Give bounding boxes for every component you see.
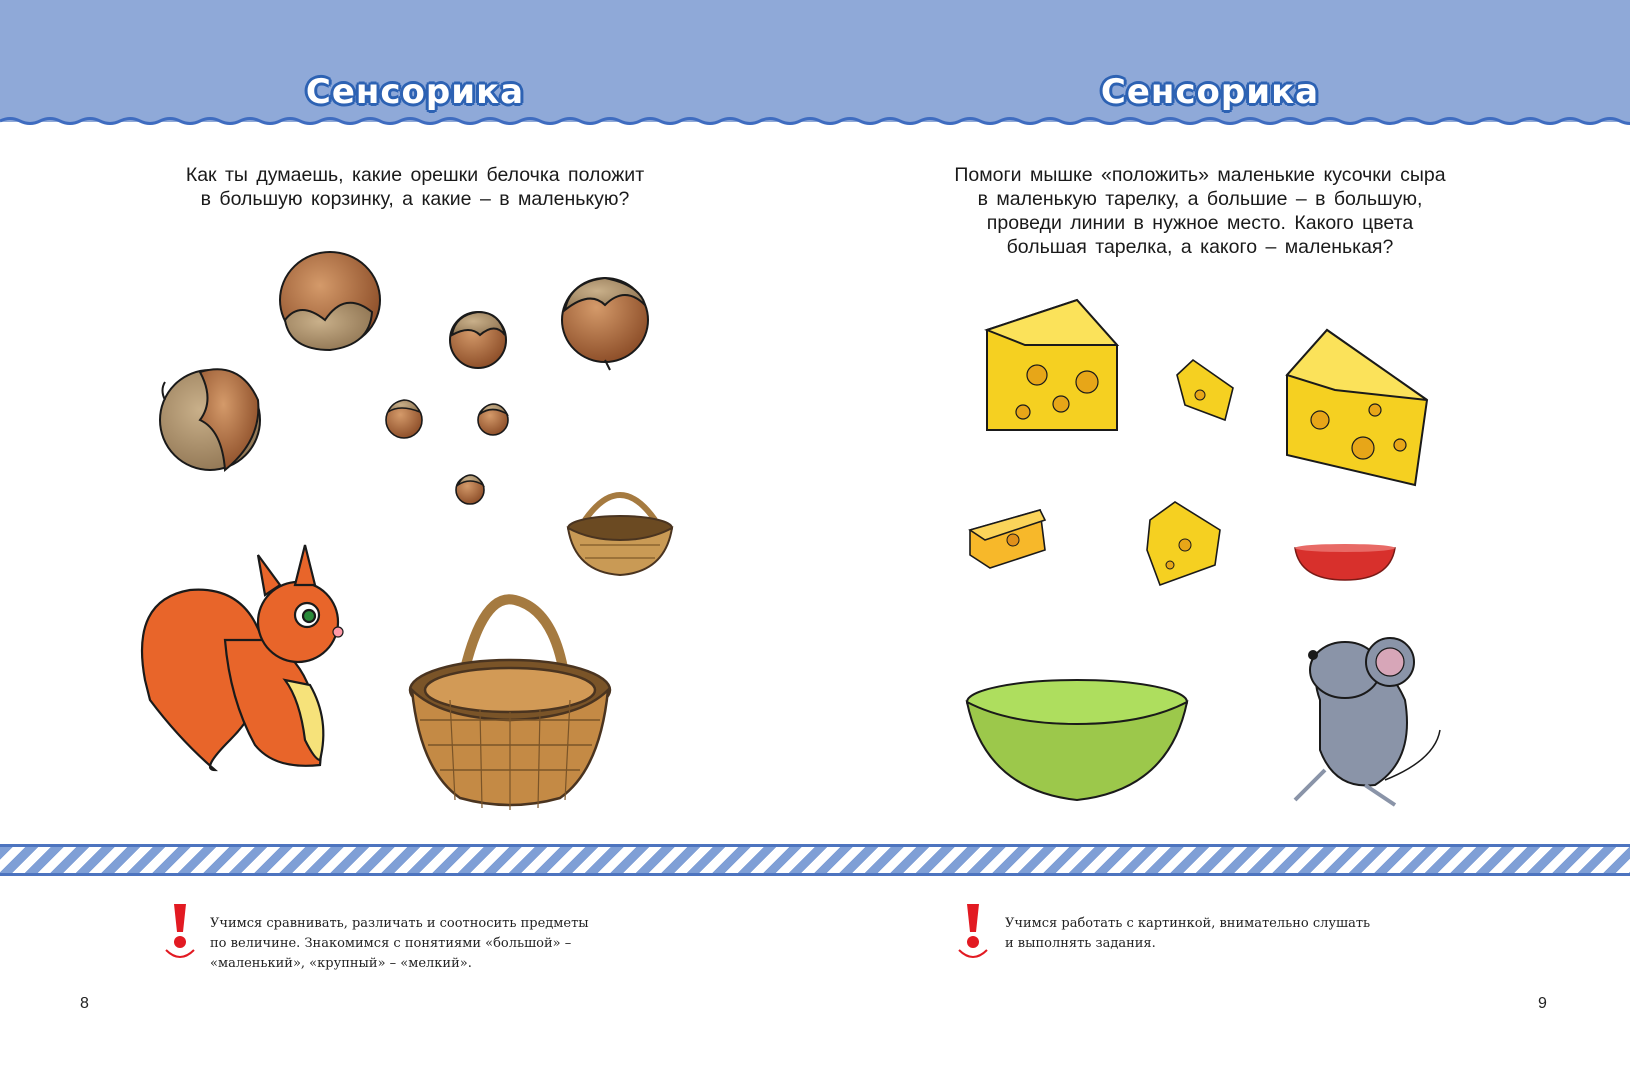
- cheese-large-1: [987, 300, 1117, 430]
- cheese-large-2: [1287, 330, 1427, 485]
- bottom-stripe-border: [0, 844, 1630, 876]
- right-adult-note: Учимся работать с картинкой, внимательно слушать и выполнять задания.: [1005, 916, 1371, 951]
- right-task-text: Помоги мышке «положить» маленькие кусочки сыра в маленькую тарелку, а большие – в большую, проведи линии в нужное место. Какого цвета большая тарелка, а какого – маленькая?: [954, 164, 1446, 258]
- cheese-small-2: [970, 510, 1045, 568]
- hazelnut-medium-1: [562, 278, 648, 370]
- nut-illustrations: [0, 0, 815, 840]
- left-task-text: Как ты думаешь, какие орешки белочка положит в большую корзинку, а какие – в маленькую?: [185, 164, 645, 210]
- hazelnut-tiny-3: [456, 475, 484, 504]
- small-basket: [568, 495, 672, 575]
- large-basket: [410, 599, 610, 810]
- squirrel: [142, 545, 343, 770]
- mouse: [1295, 638, 1440, 805]
- cheese-small-3: [1147, 502, 1220, 585]
- right-page-number: 9: [1538, 995, 1547, 1012]
- hazelnut-tiny-2: [478, 404, 508, 435]
- hazelnut-large-2: [160, 369, 260, 470]
- left-page-number: 8: [80, 995, 89, 1012]
- cheese-illustrations: [815, 0, 1630, 840]
- left-page-title: Сенсорика: [305, 72, 525, 112]
- for-adults-exclamation-icon: [953, 902, 993, 964]
- hazelnut-small-1: [450, 312, 506, 368]
- hazelnut-tiny-1: [386, 400, 422, 438]
- big-plate: [967, 680, 1187, 800]
- right-page-title: Сенсорика: [1100, 72, 1320, 112]
- hazelnut-large-1: [280, 252, 380, 350]
- for-adults-exclamation-icon: [160, 902, 200, 964]
- left-adult-note: Учимся сравнивать, различать и соотносить предметы по величине. Знакомимся с понятиями «большой» – «маленький», «крупный» – «мелкий».: [210, 916, 589, 971]
- cheese-small-1: [1177, 360, 1233, 420]
- small-plate: [1295, 544, 1395, 580]
